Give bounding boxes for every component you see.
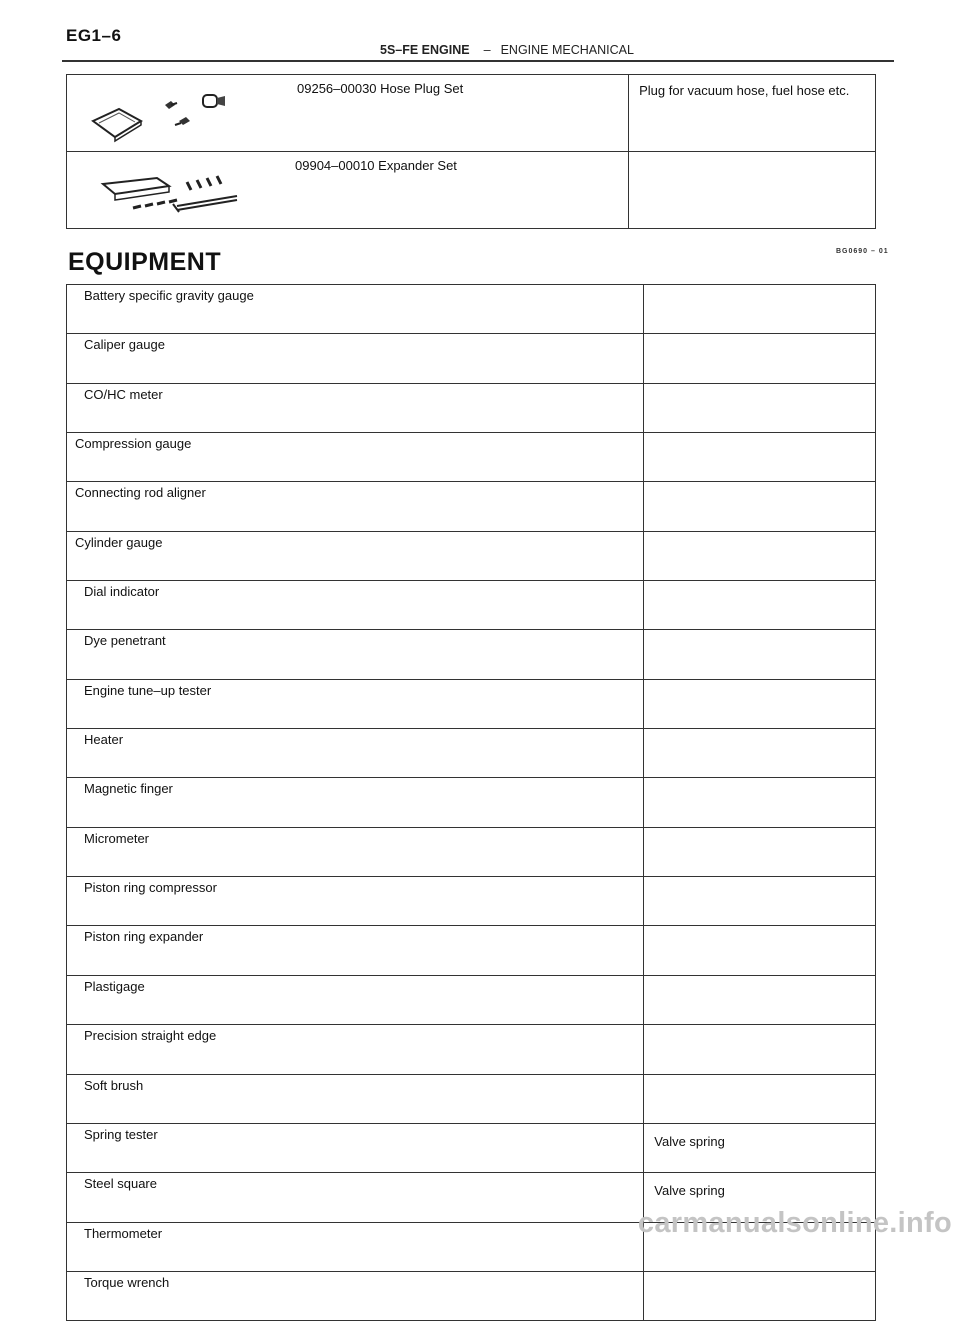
equipment-item: Heater (67, 729, 644, 778)
watermark: carmanualsonline.info (637, 1207, 952, 1239)
equipment-item: Thermometer (67, 1222, 644, 1271)
expander-set-illustration (97, 162, 257, 222)
equipment-item: Caliper gauge (67, 334, 644, 383)
equipment-item: Steel square (67, 1173, 644, 1222)
equipment-note (644, 926, 876, 975)
header-separator: – (483, 43, 491, 57)
section-title: EQUIPMENT (68, 248, 222, 276)
header-rule (62, 60, 894, 62)
equipment-table (66, 284, 876, 1321)
equipment-row (67, 531, 876, 580)
equipment-row (67, 334, 876, 383)
equipment-item: Battery specific gravity gauge (67, 285, 644, 334)
equipment-note (644, 1074, 876, 1123)
equipment-item: Engine tune–up tester (67, 679, 644, 728)
equipment-note (644, 482, 876, 531)
sst-cell (67, 75, 629, 152)
equipment-item: Spring tester (67, 1123, 644, 1172)
figure-code: BG0690 – 01 (836, 248, 889, 255)
section-label: ENGINE MECHANICAL (500, 43, 634, 57)
equipment-item: Micrometer (67, 827, 644, 876)
equipment-item: Compression gauge (67, 433, 644, 482)
sst-row (67, 75, 876, 152)
equipment-item: Dye penetrant (67, 630, 644, 679)
equipment-row (67, 729, 876, 778)
engine-label: 5S–FE ENGINE (380, 43, 470, 57)
equipment-note: Valve spring (644, 1123, 876, 1172)
equipment-note (644, 827, 876, 876)
equipment-item: Piston ring compressor (67, 877, 644, 926)
equipment-note (644, 679, 876, 728)
sst-name: 09256–00030 Hose Plug Set (297, 81, 464, 96)
equipment-item: Precision straight edge (67, 1025, 644, 1074)
equipment-note (644, 729, 876, 778)
equipment-item: Soft brush (67, 1074, 644, 1123)
special-service-tools-table (66, 74, 876, 229)
sst-name: 09904–00010 Expander Set (295, 158, 457, 173)
equipment-item: Piston ring expander (67, 926, 644, 975)
equipment-item: Magnetic finger (67, 778, 644, 827)
equipment-row (67, 1025, 876, 1074)
equipment-row (67, 433, 876, 482)
equipment-note (644, 1271, 876, 1320)
sst-note: Plug for vacuum hose, fuel hose etc. (629, 75, 876, 152)
equipment-row (67, 827, 876, 876)
equipment-note (644, 531, 876, 580)
equipment-note (644, 581, 876, 630)
equipment-row (67, 630, 876, 679)
equipment-row (67, 285, 876, 334)
equipment-item: Torque wrench (67, 1271, 644, 1320)
equipment-note (644, 778, 876, 827)
equipment-item: Plastigage (67, 975, 644, 1024)
equipment-item: Connecting rod aligner (67, 482, 644, 531)
equipment-note (644, 383, 876, 432)
equipment-row (67, 482, 876, 531)
equipment-note (644, 975, 876, 1024)
equipment-row (67, 778, 876, 827)
equipment-note (644, 1025, 876, 1074)
equipment-note (644, 877, 876, 926)
equipment-row (67, 581, 876, 630)
equipment-row (67, 1271, 876, 1320)
equipment-note (644, 285, 876, 334)
equipment-note: Valve spring (644, 1173, 876, 1222)
equipment-note (644, 630, 876, 679)
equipment-row (67, 679, 876, 728)
equipment-row (67, 926, 876, 975)
equipment-row (67, 877, 876, 926)
equipment-row (67, 1123, 876, 1172)
sst-note (629, 152, 876, 229)
running-header (380, 43, 634, 57)
equipment-item: CO/HC meter (67, 383, 644, 432)
page-number: EG1–6 (66, 26, 122, 45)
equipment-item: Cylinder gauge (67, 531, 644, 580)
sst-row (67, 152, 876, 229)
equipment-row (67, 1074, 876, 1123)
hose-plug-set-illustration (85, 85, 245, 147)
equipment-note (644, 334, 876, 383)
equipment-item: Dial indicator (67, 581, 644, 630)
sst-cell (67, 152, 629, 229)
equipment-row (67, 975, 876, 1024)
equipment-note (644, 433, 876, 482)
equipment-row (67, 383, 876, 432)
